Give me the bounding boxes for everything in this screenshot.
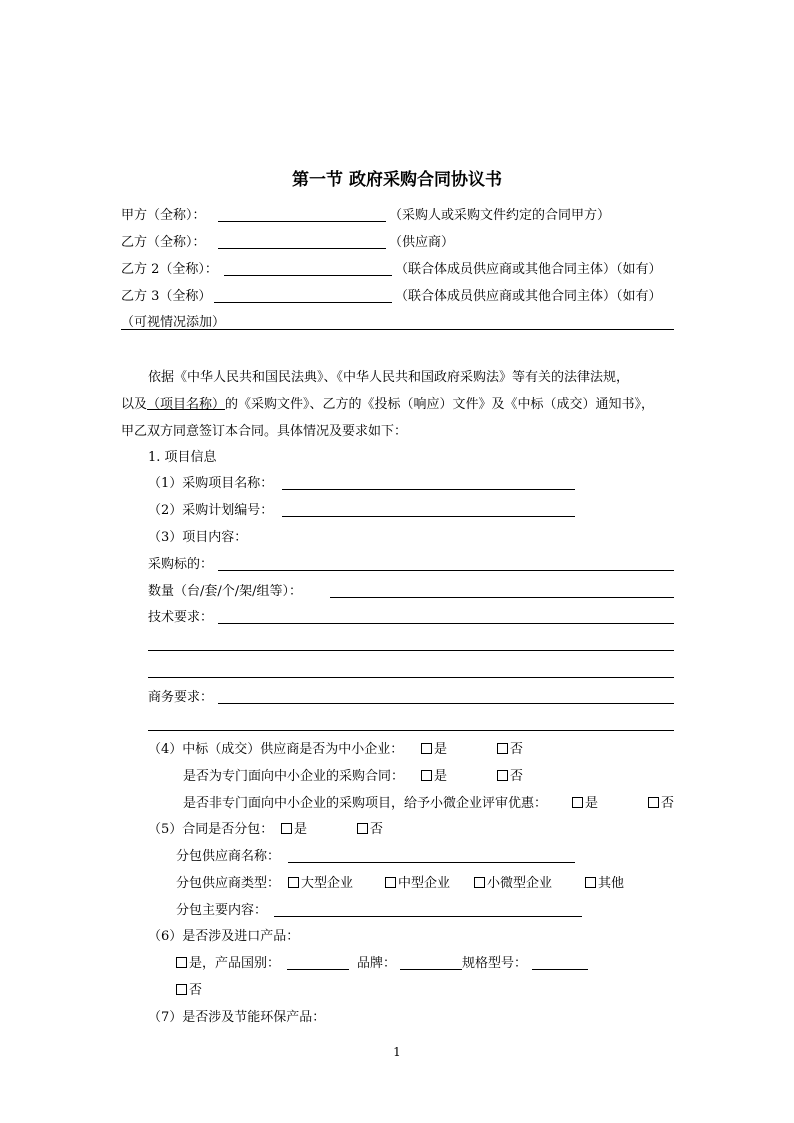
sme-dedicated-yes-option[interactable]: 是 bbox=[421, 769, 447, 785]
sme-dedicated-question: 是否为专门面向中小企业的采购合同： bbox=[183, 769, 405, 784]
extra-party-field[interactable] bbox=[121, 329, 674, 330]
party-a-label: 甲方（全称）： bbox=[121, 208, 206, 223]
tech-requirements-label: 技术要求： bbox=[148, 610, 214, 625]
checkbox-icon bbox=[385, 877, 396, 888]
party-b-field[interactable] bbox=[218, 248, 386, 249]
checkbox-icon bbox=[421, 743, 432, 754]
model-label: 规格型号： bbox=[462, 956, 528, 971]
extra-party-note: （可视情况添加） bbox=[121, 315, 226, 330]
checkbox-icon bbox=[176, 957, 187, 968]
project-name-field[interactable] bbox=[282, 489, 575, 490]
party-a-field[interactable] bbox=[218, 221, 386, 222]
brand-field[interactable] bbox=[400, 969, 462, 970]
type-small-micro-option[interactable]: 小微型企业 bbox=[474, 876, 552, 892]
checkbox-icon bbox=[176, 984, 187, 995]
brand-label: 品牌： bbox=[357, 956, 397, 971]
model-field[interactable] bbox=[532, 969, 588, 970]
section-heading: 1. 项目信息 bbox=[148, 450, 217, 465]
sme-dedicated-no-option[interactable]: 否 bbox=[497, 769, 523, 785]
checkbox-icon bbox=[474, 877, 485, 888]
import-country-field[interactable] bbox=[287, 969, 349, 970]
party-b3-label: 乙方 3（全称） bbox=[121, 289, 212, 304]
checkbox-icon bbox=[421, 770, 432, 781]
import-yes-option[interactable]: 是，产品国别： bbox=[176, 956, 280, 972]
type-large-option[interactable]: 大型企业 bbox=[288, 876, 353, 892]
tech-requirements-field-line-2[interactable] bbox=[148, 650, 674, 651]
subcontractor-name-field[interactable] bbox=[288, 862, 575, 863]
type-other-option[interactable]: 其他 bbox=[585, 876, 624, 892]
quantity-field[interactable] bbox=[330, 597, 674, 598]
subject-field[interactable] bbox=[218, 570, 674, 571]
energy-saving-question: （7）是否涉及节能环保产品： bbox=[148, 1010, 326, 1025]
party-b2-note: （联合体成员供应商或其他合同主体）（如有） bbox=[395, 262, 662, 277]
checkbox-icon bbox=[497, 770, 508, 781]
plan-number-label: （2）采购计划编号： bbox=[148, 503, 274, 518]
checkbox-icon bbox=[648, 797, 659, 808]
business-requirements-field[interactable] bbox=[218, 703, 674, 704]
plan-number-field[interactable] bbox=[282, 516, 575, 517]
intro-line-2: 以及（项目名称）的《采购文件》、乙方的《投标（响应）文件》及《中标（成交）通知书》， bbox=[121, 397, 655, 412]
intro-line-3: 甲乙双方同意签订本合同。具体情况及要求如下： bbox=[121, 424, 408, 439]
tech-requirements-field[interactable] bbox=[218, 623, 674, 624]
checkbox-icon bbox=[288, 877, 299, 888]
import-no-option[interactable]: 否 bbox=[176, 983, 202, 999]
subject-label: 采购标的： bbox=[148, 557, 214, 572]
party-b3-field[interactable] bbox=[214, 302, 392, 303]
tech-requirements-field-line-3[interactable] bbox=[148, 677, 674, 678]
micro-preference-yes-option[interactable]: 是 bbox=[572, 796, 598, 812]
checkbox-icon bbox=[497, 743, 508, 754]
party-b3-note: （联合体成员供应商或其他合同主体）（如有） bbox=[395, 289, 662, 304]
type-medium-option[interactable]: 中型企业 bbox=[385, 876, 450, 892]
party-b2-field[interactable] bbox=[224, 275, 392, 276]
page-title: 第一节 政府采购合同协议书 bbox=[292, 170, 502, 190]
sme-no-option[interactable]: 否 bbox=[497, 742, 523, 758]
party-b2-label: 乙方 2（全称）： bbox=[121, 262, 218, 277]
import-question: （6）是否涉及进口产品： bbox=[148, 929, 300, 944]
party-a-note: （采购人或采购文件约定的合同甲方） bbox=[389, 208, 611, 223]
subcontract-yes-option[interactable]: 是 bbox=[281, 822, 307, 838]
business-requirements-field-line-2[interactable] bbox=[148, 730, 674, 731]
party-b-note: （供应商） bbox=[389, 235, 455, 250]
subcontract-content-field[interactable] bbox=[274, 916, 582, 917]
checkbox-icon bbox=[572, 797, 583, 808]
quantity-label: 数量（台/套/个/架/组等）： bbox=[148, 584, 303, 599]
subcontractor-name-label: 分包供应商名称： bbox=[176, 849, 281, 864]
party-b-label: 乙方（全称）： bbox=[121, 235, 206, 250]
sme-yes-option[interactable]: 是 bbox=[421, 742, 447, 758]
checkbox-icon bbox=[281, 823, 292, 834]
sme-question: （4）中标（成交）供应商是否为中小企业： bbox=[148, 742, 404, 757]
subcontract-content-label: 分包主要内容： bbox=[176, 903, 268, 918]
subcontractor-type-label: 分包供应商类型： bbox=[176, 876, 281, 891]
micro-preference-no-option[interactable]: 否 bbox=[648, 796, 674, 812]
intro-line-1: 依据《中华人民共和国民法典》、《中华人民共和国政府采购法》等有关的法律法规， bbox=[148, 370, 630, 385]
page-number: 1 bbox=[393, 1045, 401, 1059]
project-content-label: （3）项目内容： bbox=[148, 530, 248, 545]
business-requirements-label: 商务要求： bbox=[148, 690, 214, 705]
project-name-label: （1）采购项目名称： bbox=[148, 476, 274, 491]
checkbox-icon bbox=[585, 877, 596, 888]
checkbox-icon bbox=[357, 823, 368, 834]
project-name-placeholder: （项目名称） bbox=[147, 397, 226, 412]
subcontract-question: （5）合同是否分包： bbox=[148, 822, 274, 837]
micro-preference-question: 是否非专门面向中小企业的采购项目，给予小微企业评审优惠： bbox=[183, 796, 548, 811]
subcontract-no-option[interactable]: 否 bbox=[357, 822, 383, 838]
